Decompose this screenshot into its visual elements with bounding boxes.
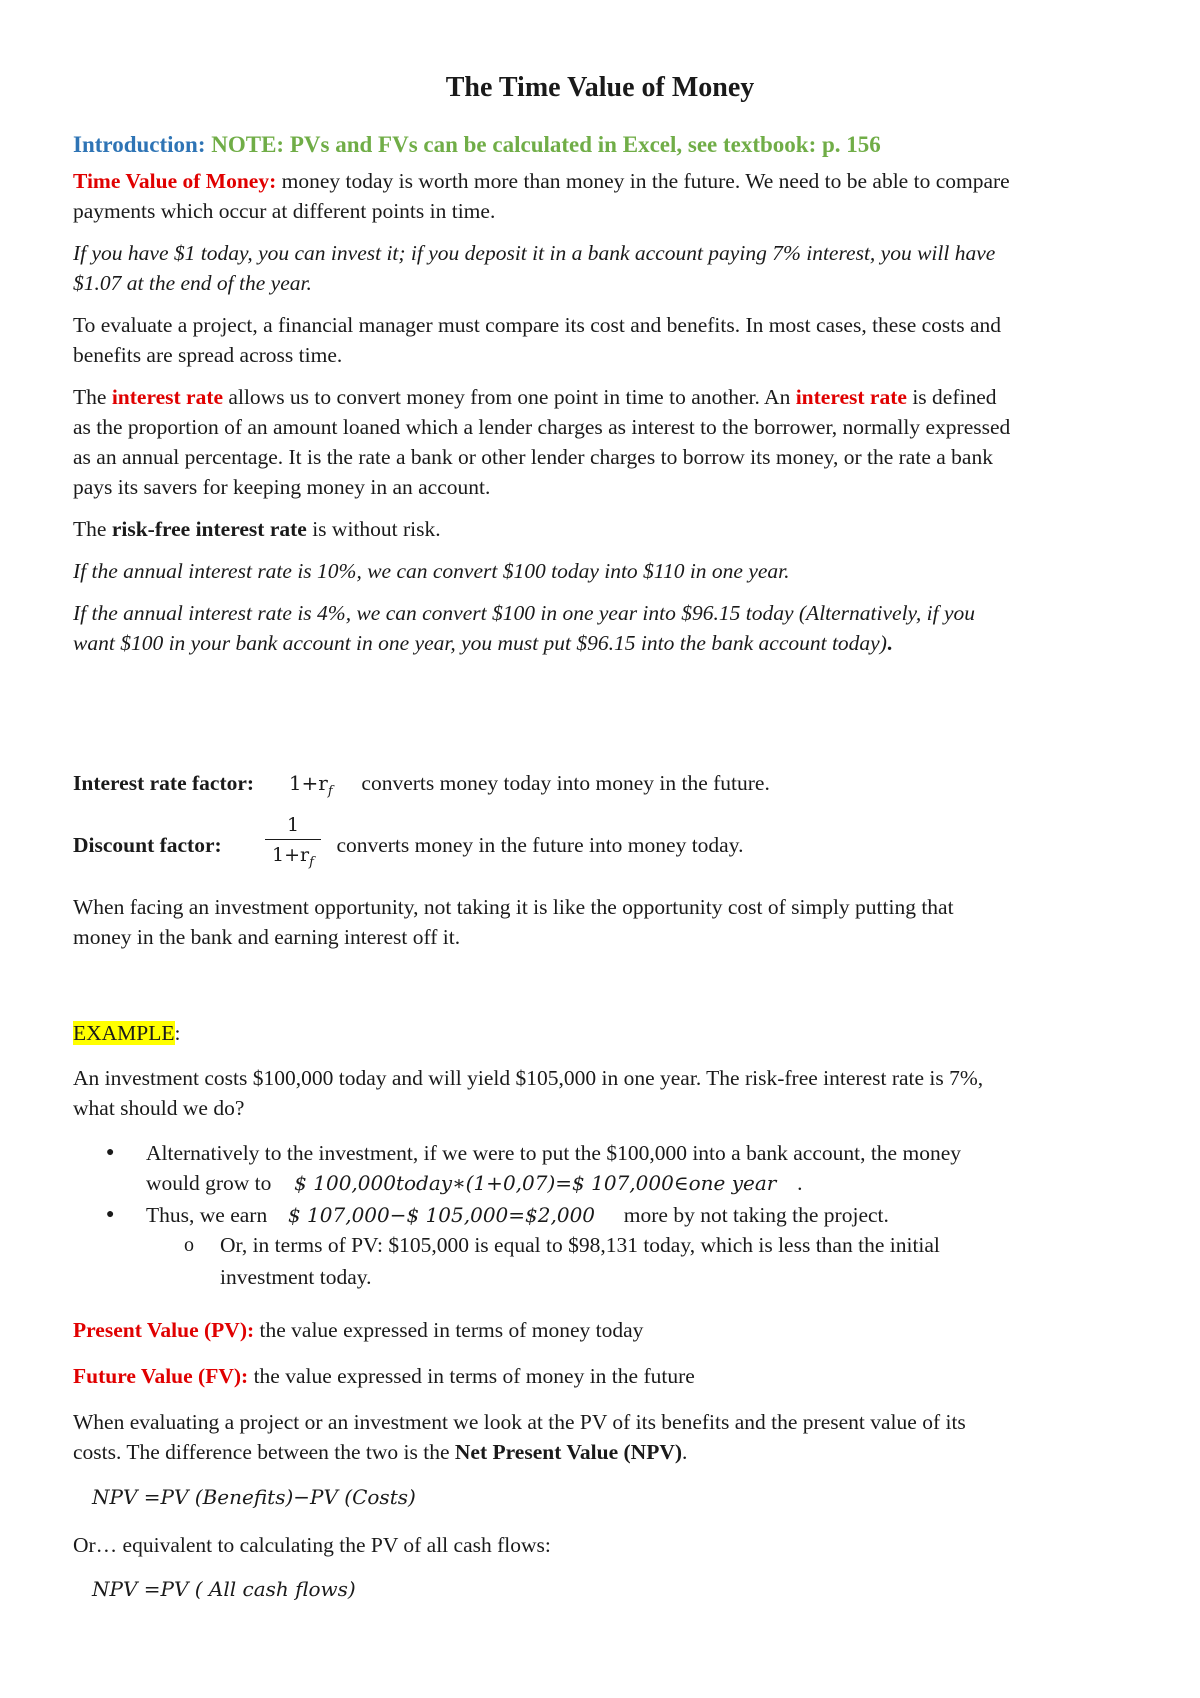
page-title: The Time Value of Money — [445, 72, 755, 103]
example-3-end: . — [886, 631, 893, 655]
npv-text-a: costs. The difference between the two is the — [73, 1440, 455, 1464]
interest-factor-desc: converts money today into money in the future. — [361, 771, 770, 795]
discount-factor-desc: converts money in the future into money today. — [336, 833, 744, 857]
bullet-2-formula: $ 107,000−$ 105,000=$2,000 — [287, 1203, 596, 1227]
interest-line-1 — [73, 382, 997, 412]
interest-rate-term-1: interest rate — [111, 385, 224, 409]
interest-line-2: as the proportion of an amount loaned which a lender charges as interest to the borrower, normally expressed — [73, 415, 1011, 439]
npv-formula-1: NPV =PV (Benefits)−PV (Costs) — [92, 1485, 416, 1509]
evaluate-line-1: To evaluate a project, a financial manager must compare its cost and benefits. In most cases, these costs and — [73, 313, 1002, 337]
fraction-bar — [265, 839, 321, 840]
bullet-1-line-2 — [146, 1168, 802, 1198]
tvm-term: Time Value of Money: — [73, 169, 277, 193]
pv-definition: the value expressed in terms of money today — [259, 1318, 644, 1342]
bullet-1-formula: $ 100,000today∗(1+0,07)=$ 107,000∈one year — [294, 1171, 777, 1195]
example-2-line: If the annual interest rate is 10%, we can convert $100 today into $110 in one year. — [73, 559, 790, 583]
intro-note: NOTE: PVs and FVs can be calculated in Excel, see textbook: p. 156 — [211, 132, 881, 157]
bullet-1-text: would grow to — [146, 1171, 272, 1195]
sub-bullet-line-1: Or, in terms of PV: $105,000 is equal to $98,131 today, which is less than the initial — [220, 1233, 940, 1257]
npv-formula-2: NPV =PV ( All cash flows) — [92, 1577, 356, 1601]
tvm-text-1: money today is worth more than money in the future. We need to be able to compare — [281, 169, 1010, 193]
interest-factor-line — [73, 768, 770, 807]
scenario-line-1: An investment costs $100,000 today and will yield $105,000 in one year. The risk-free interest rate is 7%, — [73, 1066, 984, 1090]
tvm-line-1 — [73, 166, 1010, 196]
example-3-line-2 — [73, 628, 892, 658]
evaluate-line-2: benefits are spread across time. — [73, 343, 343, 367]
tvm-line-2: payments which occur at different points in time. — [73, 199, 496, 223]
interest-factor-formula: $1+r_f$ — [288, 771, 333, 799]
fv-line — [73, 1361, 695, 1391]
intro-label: Introduction: — [73, 132, 206, 157]
opportunity-line-1: When facing an investment opportunity, not taking it is like the opportunity cost of simply putting that — [73, 895, 954, 919]
npv-term: Net Present Value (NPV) — [454, 1440, 683, 1464]
discount-denominator: $1+r_f$ — [272, 844, 314, 870]
interest-factor-label: Interest rate factor: — [73, 771, 255, 795]
bullet-2-text-b: more by not taking the project. — [623, 1203, 889, 1227]
pv-line — [73, 1315, 643, 1345]
bullet-marker-1: ● — [106, 1145, 115, 1160]
discount-numerator: 1 — [286, 814, 300, 836]
npv-line-1: When evaluating a project or an investment we look at the PV of its benefits and the present value of its — [73, 1410, 966, 1434]
opportunity-line-2: money in the bank and earning interest off it. — [73, 925, 461, 949]
interest-line-3: as an annual percentage. It is the rate a bank or other lender charges to borrow its money, or the rate a bank — [73, 445, 993, 469]
bullet-2-text-a: Thus, we earn — [146, 1203, 268, 1227]
pv-term: Present Value (PV): — [73, 1318, 255, 1342]
riskfree-line — [73, 514, 441, 544]
riskfree-term: risk-free interest rate — [111, 517, 307, 541]
bullet-1-end: . — [797, 1171, 803, 1195]
example-colon: : — [174, 1021, 181, 1045]
fv-definition: the value expressed in terms of money in the future — [253, 1364, 695, 1388]
bullet-marker-2: ● — [106, 1207, 115, 1222]
example-3-line-1: If the annual interest rate is 4%, we can convert $100 in one year into $96.15 today (Alternatively, if you — [73, 601, 976, 625]
npv-line-2 — [73, 1437, 687, 1467]
riskfree-text-b: is without risk. — [306, 517, 441, 541]
bullet-1-line-1: Alternatively to the investment, if we were to put the $100,000 into a bank account, the money — [146, 1141, 961, 1165]
interest-rate-term-2: interest rate — [795, 385, 907, 409]
discount-factor-label: Discount factor: — [73, 833, 222, 857]
discount-factor-fraction — [265, 812, 321, 876]
example-3-text-2: want $100 in your bank account in one year, you must put $96.15 into the bank account today) — [73, 631, 887, 655]
equivalent-line: Or… equivalent to calculating the PV of all cash flows: — [73, 1533, 551, 1557]
example-1-line-1: If you have $1 today, you can invest it; if you deposit it in a bank account paying 7% interest, you will have — [73, 241, 996, 265]
example-heading — [73, 1018, 181, 1048]
interest-text-c: is defined — [906, 385, 997, 409]
intro-line — [73, 130, 881, 160]
bullet-2-line — [146, 1200, 889, 1230]
interest-text-a: The — [73, 385, 112, 409]
npv-text-end: . — [682, 1440, 688, 1464]
sub-bullet-marker: o — [184, 1234, 194, 1256]
interest-line-4: pays its savers for keeping money in an account. — [73, 475, 491, 499]
sub-bullet-line-2: investment today. — [220, 1265, 372, 1289]
interest-text-b: allows us to convert money from one point in time to another. An — [223, 385, 796, 409]
example-1-line-2: $1.07 at the end of the year. — [73, 271, 312, 295]
fv-term: Future Value (FV): — [73, 1364, 249, 1388]
scenario-line-2: what should we do? — [73, 1096, 245, 1120]
example-label: EXAMPLE — [73, 1021, 175, 1045]
riskfree-text-a: The — [73, 517, 112, 541]
discount-factor-line — [73, 830, 743, 860]
